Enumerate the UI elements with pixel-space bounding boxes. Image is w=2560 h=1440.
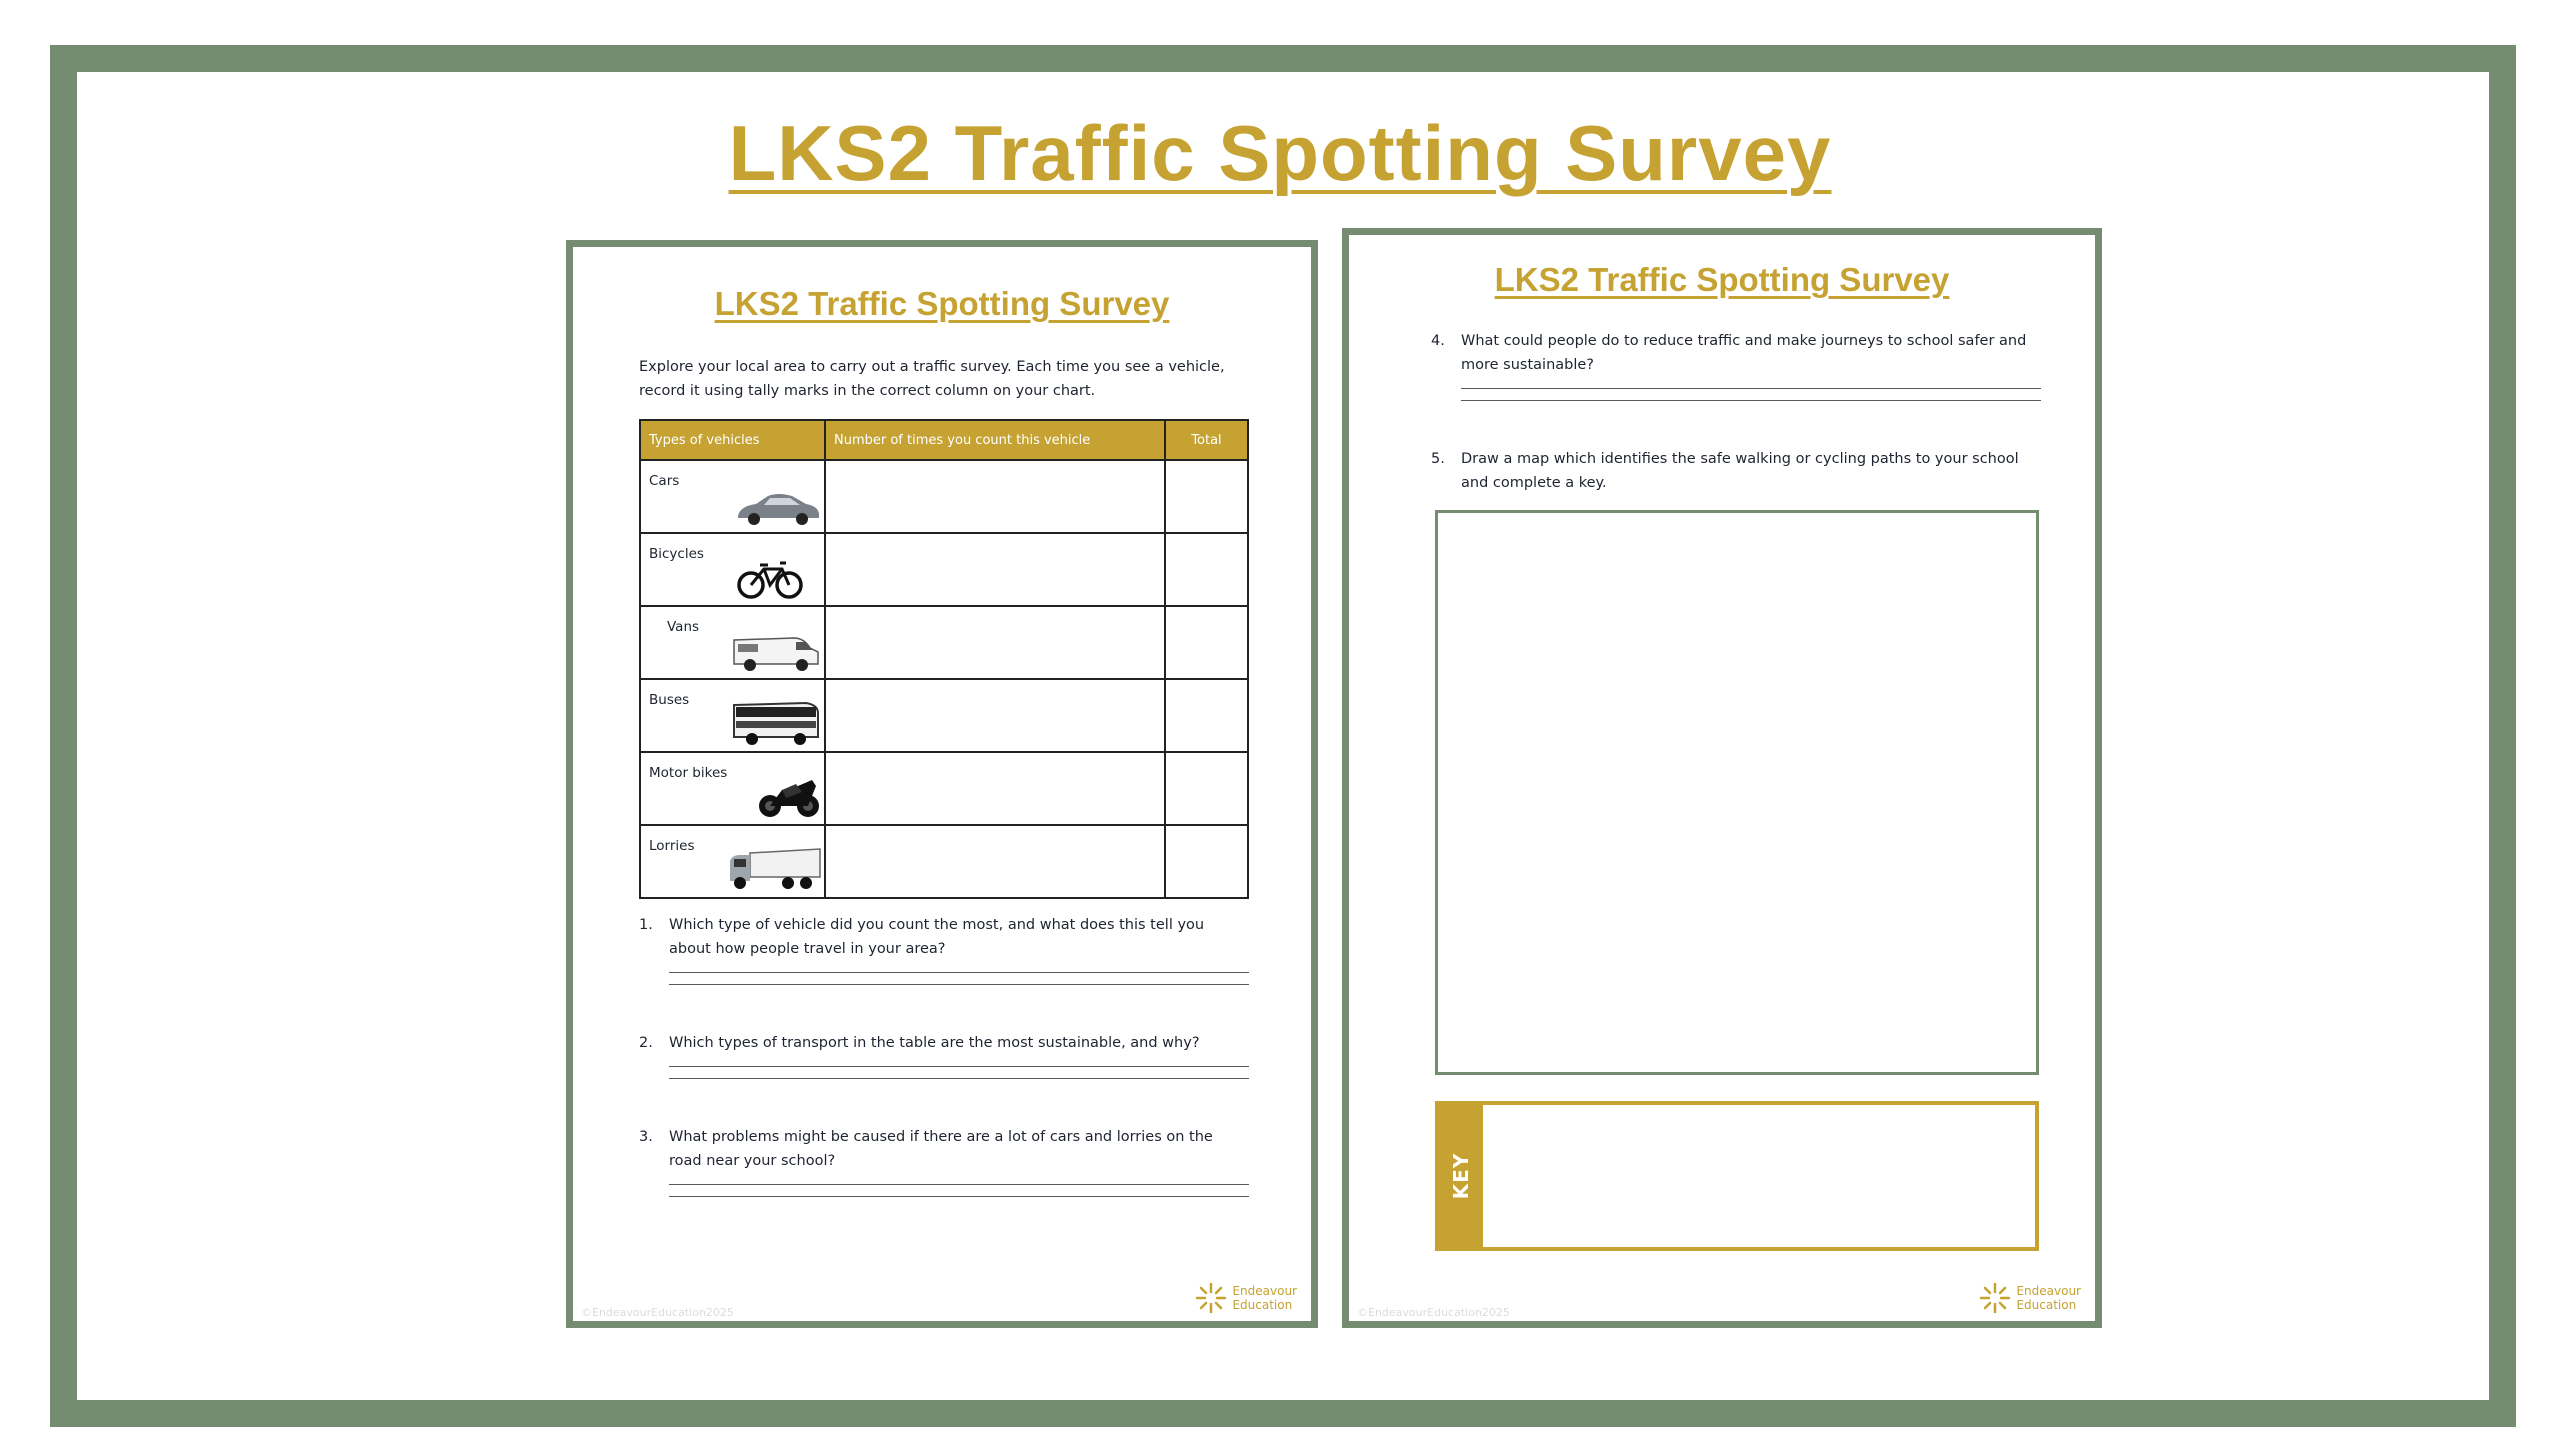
- question-4: [1431, 329, 2041, 401]
- motorbike-icon: [756, 772, 822, 820]
- question-2: [639, 1031, 1249, 1079]
- worksheet-title: LKS2 Traffic Spotting Survey: [1494, 261, 1950, 298]
- intro-text: Explore your local area to carry out a traffic survey. Each time you see a vehicle, record it using tally marks in the correct column on your chart.: [639, 359, 1225, 399]
- question-number: 4.: [1431, 333, 1445, 349]
- question-number: 5.: [1431, 451, 1445, 467]
- total-cell[interactable]: [1165, 825, 1248, 898]
- endeavour-logo: [1194, 1281, 1297, 1315]
- worksheet-page-2: [1342, 228, 2102, 1328]
- vehicle-cell: [640, 679, 825, 752]
- vehicle-label: Lorries: [649, 838, 695, 854]
- vehicle-label: Bicycles: [649, 546, 704, 562]
- key-label: KEY: [1449, 1152, 1473, 1200]
- vehicle-label: Buses: [649, 692, 690, 708]
- question-number: 3.: [639, 1129, 653, 1145]
- answer-line[interactable]: [669, 1185, 1249, 1197]
- answer-line[interactable]: [669, 1173, 1249, 1185]
- answer-line[interactable]: [1461, 377, 2041, 389]
- header-vehicle-types: Types of vehicles: [640, 420, 825, 460]
- vehicle-cell: [640, 606, 825, 679]
- question-number: 1.: [639, 917, 653, 933]
- car-icon: [734, 488, 822, 528]
- answer-line[interactable]: [1461, 389, 2041, 401]
- copyright-text: ©EndeavourEducation2025: [1357, 1306, 1510, 1319]
- sunburst-logo-icon: [1978, 1281, 2012, 1315]
- slide-title: LKS2 Traffic Spotting Survey: [728, 109, 1832, 197]
- question-text: What problems might be caused if there are a lot of cars and lorries on the road near your school?: [669, 1129, 1213, 1169]
- total-cell[interactable]: [1165, 679, 1248, 752]
- tally-cell[interactable]: [825, 679, 1165, 752]
- answer-line[interactable]: [669, 1067, 1249, 1079]
- logo-line-2: Education: [2016, 1298, 2077, 1312]
- question-5: [1431, 447, 2041, 495]
- van-icon: [730, 632, 822, 674]
- question-text: What could people do to reduce traffic and make journeys to school safer and more sustainable?: [1461, 333, 2027, 373]
- total-cell[interactable]: [1165, 752, 1248, 825]
- tally-cell[interactable]: [825, 606, 1165, 679]
- vehicle-cell: [640, 460, 825, 533]
- lorry-icon: [726, 845, 822, 893]
- endeavour-logo: [1978, 1281, 2081, 1315]
- tally-table: [639, 419, 1249, 899]
- logo-line-2: Education: [1232, 1298, 1293, 1312]
- key-box[interactable]: [1435, 1101, 2039, 1251]
- answer-line[interactable]: [669, 1055, 1249, 1067]
- key-band: [1439, 1105, 1483, 1247]
- tally-cell[interactable]: [825, 460, 1165, 533]
- total-cell[interactable]: [1165, 460, 1248, 533]
- logo-line-1: Endeavour: [2016, 1284, 2081, 1298]
- worksheet-page-1: [566, 240, 1318, 1328]
- question-number: 2.: [639, 1035, 653, 1051]
- answer-line[interactable]: [669, 961, 1249, 973]
- total-cell[interactable]: [1165, 533, 1248, 606]
- question-3: [639, 1125, 1249, 1197]
- tally-cell[interactable]: [825, 752, 1165, 825]
- vehicle-label: Vans: [667, 619, 700, 635]
- tally-cell[interactable]: [825, 533, 1165, 606]
- header-count: Number of times you count this vehicle: [825, 420, 1165, 460]
- question-text: Which types of transport in the table are the most sustainable, and why?: [669, 1035, 1200, 1051]
- total-cell[interactable]: [1165, 606, 1248, 679]
- worksheet-title: LKS2 Traffic Spotting Survey: [714, 285, 1170, 322]
- bus-icon: [730, 699, 822, 747]
- answer-line[interactable]: [669, 973, 1249, 985]
- sunburst-logo-icon: [1194, 1281, 1228, 1315]
- vehicle-cell: [640, 752, 825, 825]
- vehicle-cell: [640, 533, 825, 606]
- question-text: Draw a map which identifies the safe walking or cycling paths to your school and complete a key.: [1461, 451, 2019, 491]
- logo-line-1: Endeavour: [1232, 1284, 1297, 1298]
- bicycle-icon: [736, 557, 806, 601]
- header-total: Total: [1165, 420, 1248, 460]
- map-drawing-area[interactable]: [1435, 510, 2039, 1075]
- tally-cell[interactable]: [825, 825, 1165, 898]
- question-1: [639, 913, 1249, 985]
- vehicle-label: Cars: [649, 473, 680, 489]
- question-text: Which type of vehicle did you count the most, and what does this tell you about how people travel in your area?: [669, 917, 1205, 957]
- copyright-text: ©EndeavourEducation2025: [581, 1306, 734, 1319]
- vehicle-cell: [640, 825, 825, 898]
- vehicle-label: Motor bikes: [649, 765, 728, 781]
